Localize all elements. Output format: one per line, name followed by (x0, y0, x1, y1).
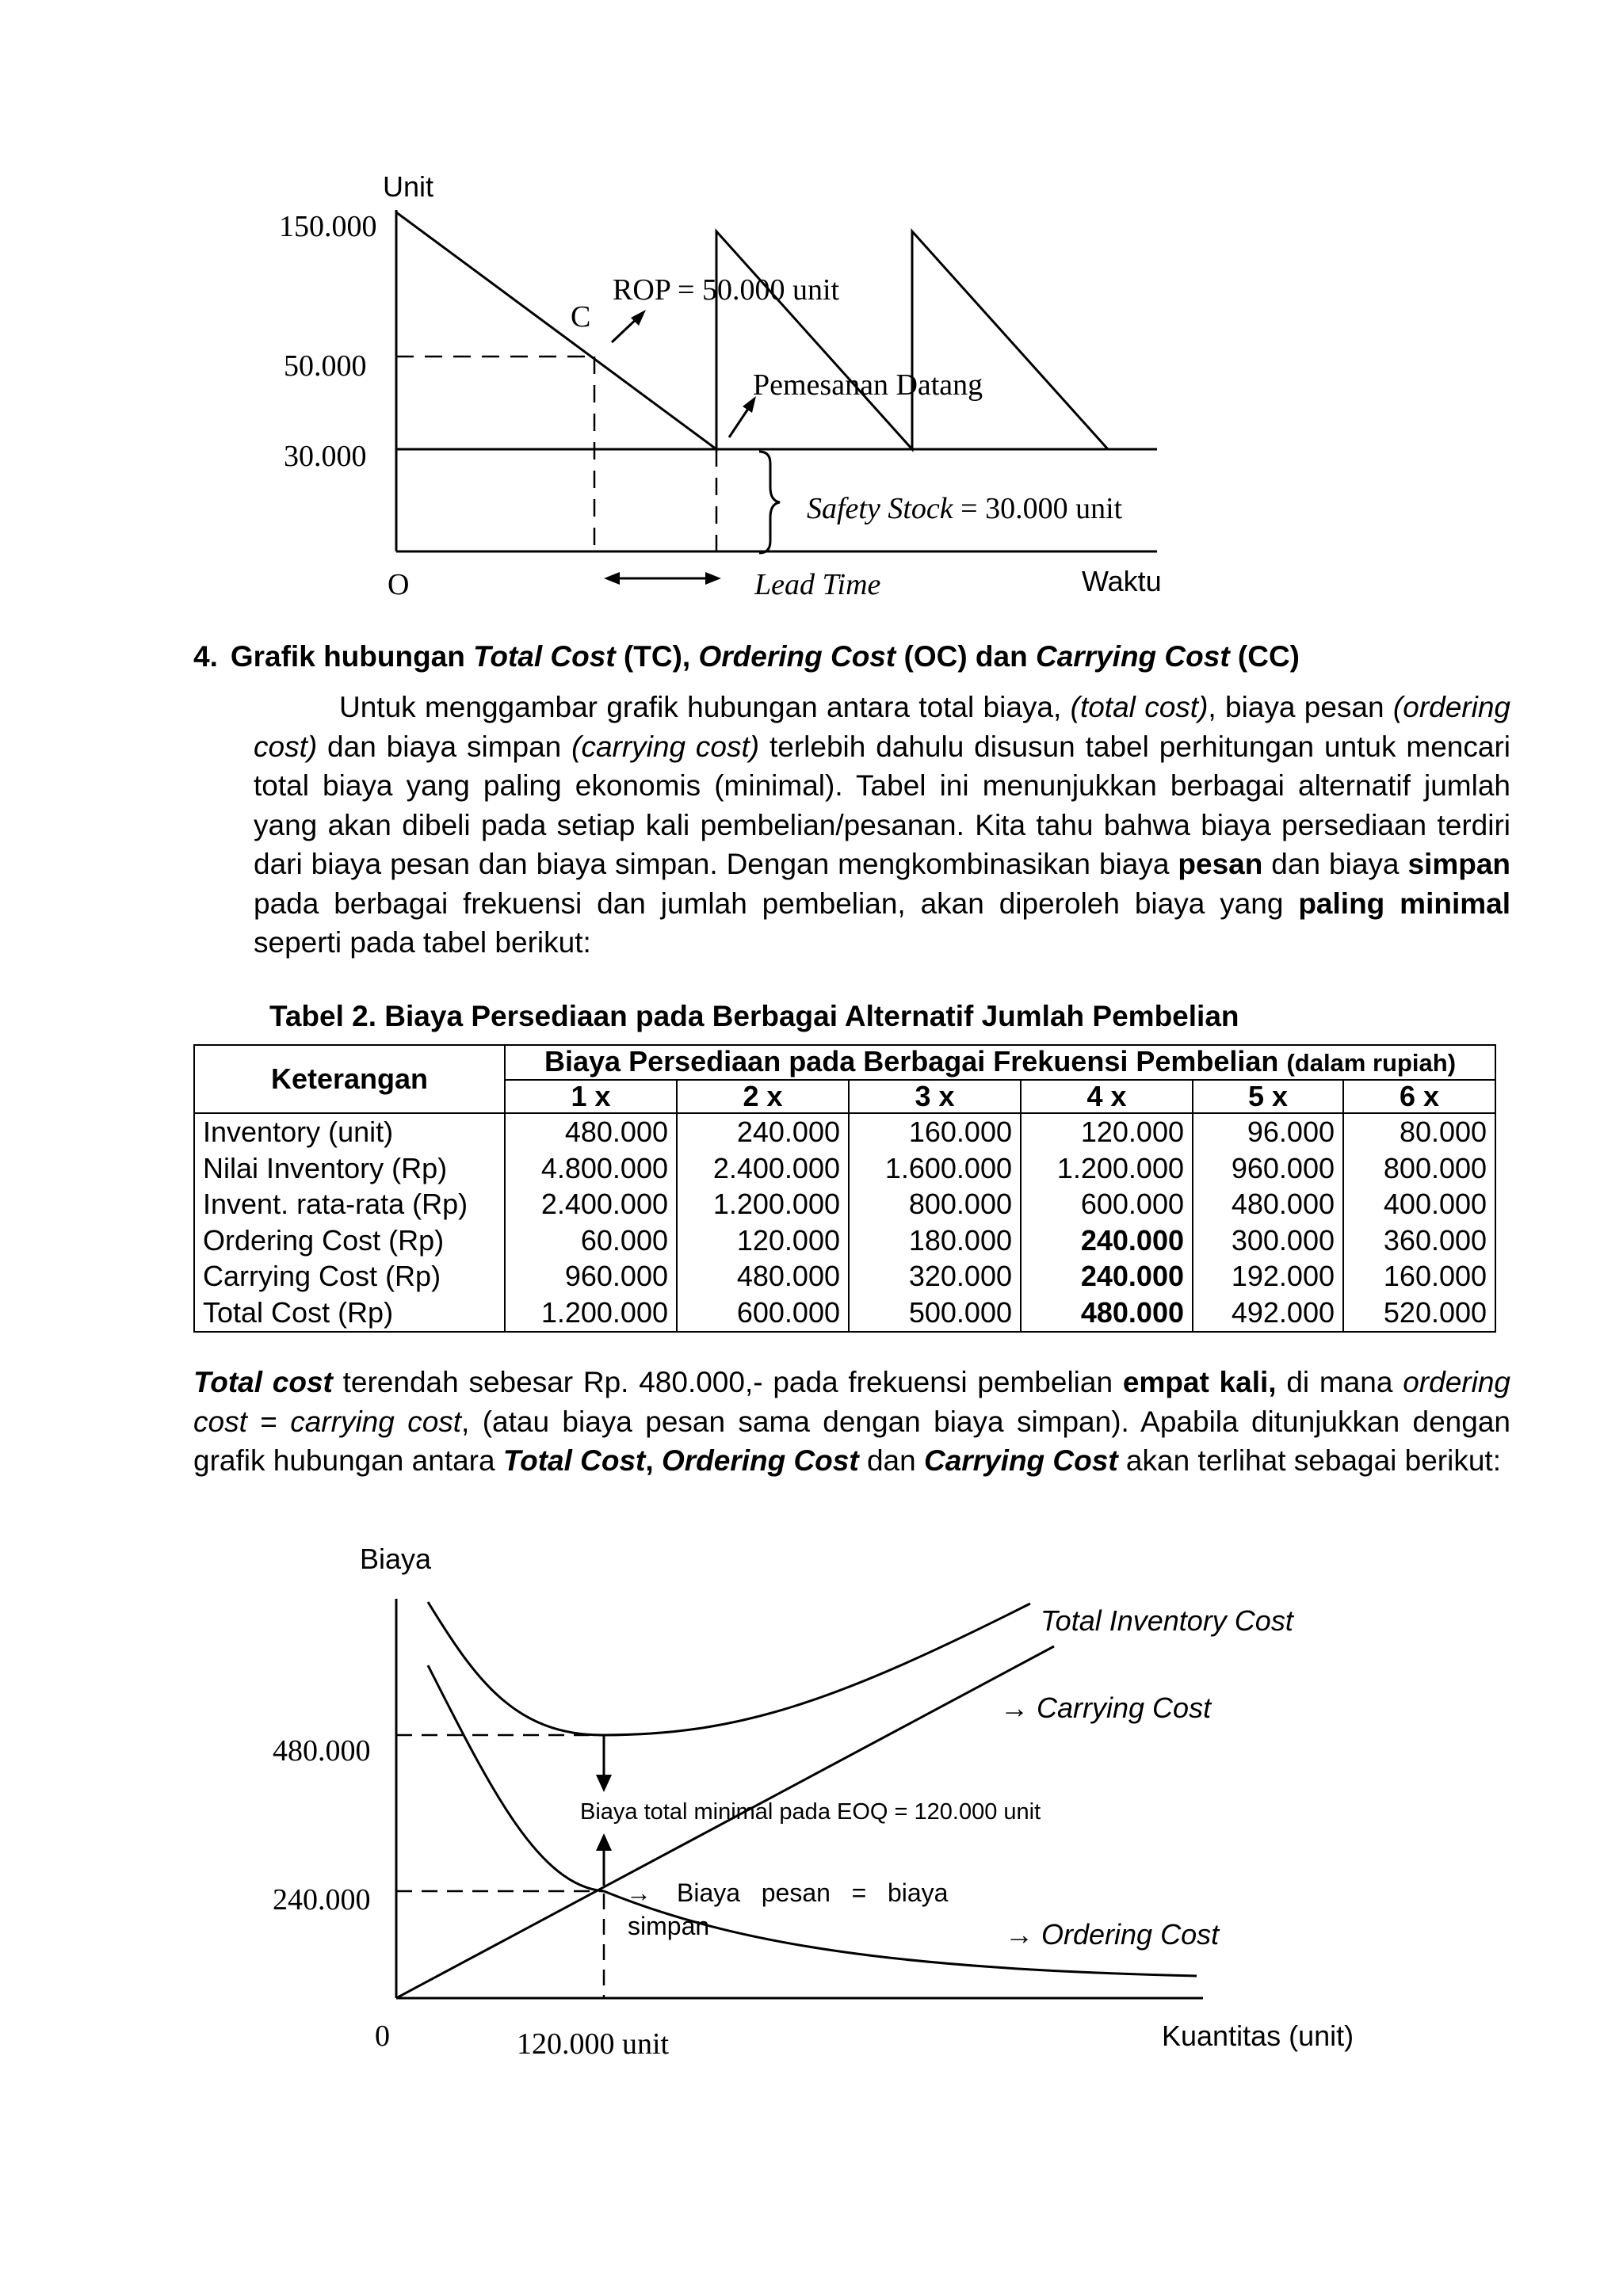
table-row (194, 1186, 1495, 1222)
fig2-x-axis-label: Kuantitas (unit) (1162, 2019, 1354, 2052)
summary-paragraph-run: = (246, 1405, 291, 1438)
table-cell: 600.000 (1021, 1186, 1193, 1222)
table-cell: 480.000 (1021, 1295, 1193, 1332)
table-cell: 1.200.000 (1021, 1150, 1193, 1187)
table-cell: 2.400.000 (505, 1186, 677, 1222)
table-cell: 120.000 (1021, 1113, 1193, 1150)
table-cell: 800.000 (1343, 1150, 1495, 1187)
fig2-y-axis-label: Biaya (360, 1543, 432, 1575)
table-cell: 60.000 (505, 1222, 677, 1259)
equal-cost-note-line2: simpan (628, 1912, 710, 1940)
column-header: 1 x (505, 1080, 677, 1113)
section-paragraph-run: pada berbagai frekuensi dan jumlah pembelian, akan diperoleh biaya yang (254, 887, 1299, 920)
table-cell: 300.000 (1193, 1222, 1343, 1259)
summary-paragraph (193, 1363, 1510, 1481)
column-header: 6 x (1343, 1080, 1495, 1113)
summary-paragraph-run: Ordering Cost (661, 1444, 859, 1477)
fig1-x-axis-label: Waktu (1082, 565, 1162, 597)
fig1-tick-50000: 50.000 (284, 349, 367, 383)
table-cell: 960.000 (1193, 1150, 1343, 1187)
table-cell: 1.600.000 (849, 1150, 1021, 1187)
group-header: Biaya Persediaan pada Berbagai Frekuensi Pembelian (dalam rupiah) (505, 1045, 1495, 1080)
table-cell: 160.000 (849, 1113, 1021, 1150)
section-paragraph-run: pesan (1178, 848, 1263, 880)
arrival-label: Pemesanan Datang (753, 368, 983, 402)
summary-paragraph-run: Carrying Cost (923, 1444, 1118, 1477)
column-header: 3 x (849, 1080, 1021, 1113)
equal-cost-note: → Biaya pesan = biaya (626, 1878, 949, 1907)
fig2-tick-120000: 120.000 unit (517, 2027, 670, 2061)
table-cell: 520.000 (1343, 1295, 1495, 1332)
section-paragraph-run: seperti pada tabel berikut: (254, 926, 591, 959)
total-cost-label: Total Inventory Cost (1041, 1604, 1293, 1637)
row-label: Invent. rata-rata (Rp) (194, 1186, 505, 1222)
fig2-tick-240000: 240.000 (273, 1883, 371, 1917)
section-paragraph-run: , biaya pesan (1208, 691, 1393, 723)
row-label: Inventory (unit) (194, 1113, 505, 1150)
fig2-tick-480000: 480.000 (273, 1734, 371, 1768)
table-cell: 1.200.000 (677, 1186, 849, 1222)
table-row (194, 1295, 1495, 1332)
section-title-run: (OC) dan (896, 640, 1036, 673)
section-paragraph-run: (ordering cost) (254, 691, 1510, 763)
table-cell: 360.000 (1343, 1222, 1495, 1259)
cost-curve-chart (0, 1505, 1623, 2076)
min-cost-note: Biaya total minimal pada EOQ = 120.000 unit (580, 1799, 1041, 1825)
safety-stock-label: Safety Stock = 30.000 unit (807, 492, 1123, 525)
table-cell: 1.200.000 (505, 1295, 677, 1332)
column-header: 4 x (1021, 1080, 1193, 1113)
safety-stock-brace (759, 452, 780, 553)
lead-time-label: Lead Time (754, 568, 881, 601)
summary-paragraph-run: ordering cost (193, 1366, 1510, 1438)
table-row (194, 1259, 1495, 1295)
table-cell: 120.000 (677, 1222, 849, 1259)
point-c-label: C (571, 300, 591, 334)
fig2-origin-label: 0 (375, 2019, 390, 2053)
table-cell: 320.000 (849, 1259, 1021, 1295)
fig1-tick-150000: 150.000 (279, 210, 377, 243)
section-title-run: Carrying Cost (1035, 640, 1230, 673)
summary-paragraph-run: akan terlihat sebagai berikut: (1117, 1444, 1501, 1477)
table-cell: 480.000 (505, 1113, 677, 1150)
table-cell: 600.000 (677, 1295, 849, 1332)
table-row (194, 1150, 1495, 1187)
summary-paragraph-run: empat kali, (1122, 1366, 1277, 1398)
table-cell: 800.000 (849, 1186, 1021, 1222)
summary-paragraph-run: Total cost (193, 1366, 333, 1398)
section-title-run: Grafik hubungan (230, 640, 474, 673)
section-title-run: Ordering Cost (698, 640, 896, 673)
reorder-point-diagram (0, 0, 1623, 618)
table-cell: 400.000 (1343, 1186, 1495, 1222)
inventory-cost-table (193, 1044, 1496, 1333)
table-cell: 2.400.000 (677, 1150, 849, 1187)
fig1-origin-label: O (388, 568, 410, 601)
row-label: Total Cost (Rp) (194, 1295, 505, 1332)
table-cell: 480.000 (677, 1259, 849, 1295)
table-cell: 192.000 (1193, 1259, 1343, 1295)
summary-paragraph-run: Total Cost (502, 1444, 646, 1477)
table-cell: 240.000 (1021, 1222, 1193, 1259)
table-cell: 80.000 (1343, 1113, 1495, 1150)
table-cell: 240.000 (677, 1113, 849, 1150)
section-paragraph-run: (total cost) (1070, 691, 1209, 723)
table-row (194, 1113, 1495, 1150)
summary-paragraph-run: , (645, 1444, 662, 1477)
table-cell: 240.000 (1021, 1259, 1193, 1295)
section-paragraph-run: simpan (1407, 848, 1511, 880)
carrying-cost-label: → Carrying Cost (1000, 1691, 1212, 1724)
section-paragraph-run: Untuk menggambar grafik hubungan antara total biaya, (339, 691, 1071, 723)
table-cell: 96.000 (1193, 1113, 1343, 1150)
section-title-run: Total Cost (473, 640, 616, 673)
row-label: Carrying Cost (Rp) (194, 1259, 505, 1295)
ordering-cost-label: → Ordering Cost (1005, 1918, 1220, 1951)
section-title-run: (CC) (1229, 640, 1300, 673)
column-header: 5 x (1193, 1080, 1343, 1113)
table-cell: 492.000 (1193, 1295, 1343, 1332)
table-cell: 500.000 (849, 1295, 1021, 1332)
section-heading: 4. Grafik hubungan Total Cost (TC), Ordering Cost (OC) dan Carrying Cost (CC) (193, 640, 1300, 673)
table-cell: 4.800.000 (505, 1150, 677, 1187)
summary-paragraph-run: carrying cost (290, 1405, 462, 1438)
table-cell: 960.000 (505, 1259, 677, 1295)
section-title-run: (TC), (615, 640, 699, 673)
table-row (194, 1222, 1495, 1259)
table-cell: 160.000 (1343, 1259, 1495, 1295)
summary-paragraph-run: dan (858, 1444, 924, 1477)
column-header: 2 x (677, 1080, 849, 1113)
section-paragraph-run: dan biaya simpan (317, 730, 572, 763)
section-paragraph (254, 688, 1510, 963)
table-cell: 180.000 (849, 1222, 1021, 1259)
fig1-y-axis-label: Unit (383, 170, 434, 203)
table-caption: Tabel 2. Biaya Persediaan pada Berbagai Alternatif Jumlah Pembelian (269, 1000, 1239, 1032)
table-cell: 480.000 (1193, 1186, 1343, 1222)
total-cost-curve (428, 1602, 1030, 1735)
section-paragraph-run: dan biaya (1262, 848, 1408, 880)
row-label: Ordering Cost (Rp) (194, 1222, 505, 1259)
summary-paragraph-run: , (atau biaya pesan sama dengan biaya simpan). Apabila ditunjukkan dengan grafik hubungan antara (193, 1405, 1510, 1477)
inventory-sawtooth-line (396, 212, 1108, 449)
row-header: Keterangan (194, 1045, 505, 1113)
summary-paragraph-run: terendah sebesar Rp. 480.000,- pada frekuensi pembelian (332, 1366, 1123, 1398)
fig1-tick-30000: 30.000 (284, 440, 367, 473)
section-paragraph-run: paling minimal (1298, 887, 1510, 920)
section-paragraph-run: terlebih dahulu disusun tabel perhitungan untuk mencari total biaya yang paling ekonomis (minimal). Tabel ini menunjukkan berbagai alternatif jumlah yang akan dibeli pada setiap kali pembelian/pesanan. Kita tahu bahwa biaya persediaan terdiri dari biaya pesan dan biaya simpan. Dengan mengkombinasikan biaya (254, 730, 1510, 880)
section-paragraph-run: (carrying cost) (571, 730, 760, 763)
row-label: Nilai Inventory (Rp) (194, 1150, 505, 1187)
summary-paragraph-run: di mana (1276, 1366, 1403, 1398)
rop-label: ROP = 50.000 unit (613, 273, 840, 307)
